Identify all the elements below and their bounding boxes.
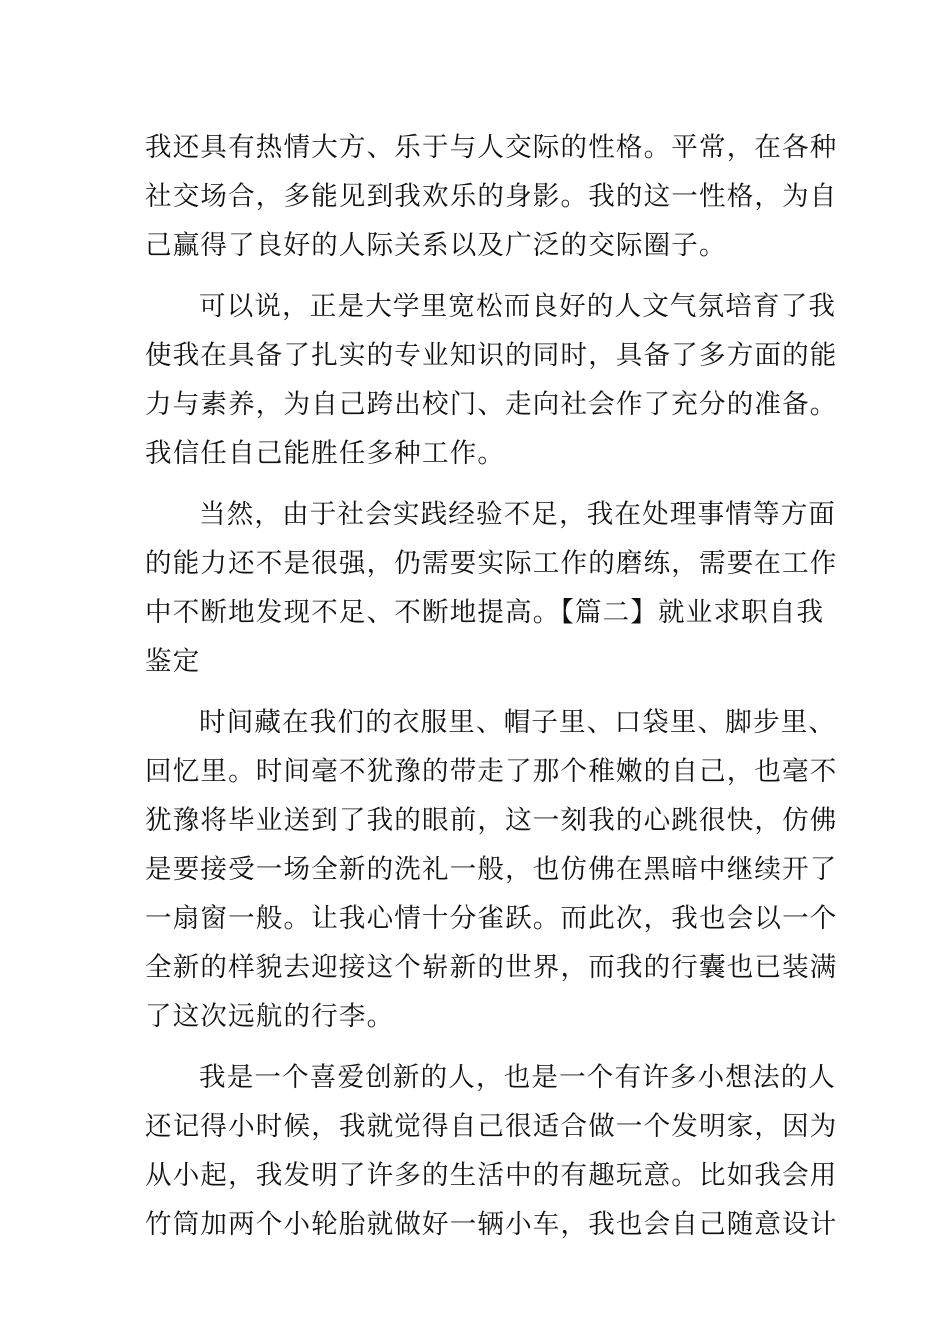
text-line: 全新的样貌去迎接这个崭新的世界，而我的行囊也已装满 bbox=[145, 952, 838, 983]
text-line: 竹筒加两个小轮胎就做好一辆小车，我也会自己随意设计 bbox=[145, 1209, 838, 1240]
text-line: 力与素养，为自己跨出校门、走向社会作了充分的准备。 bbox=[145, 389, 838, 420]
text-line: 我信任自己能胜任多种工作。 bbox=[145, 438, 506, 469]
text-line: 当然，由于社会实践经验不足，我在处理事情等方面 bbox=[199, 499, 837, 530]
text-line: 时间藏在我们的衣服里、帽子里、口袋里、脚步里、 bbox=[199, 707, 837, 738]
text-line: 犹豫将毕业送到了我的眼前，这一刻我的心跳很快，仿佛 bbox=[145, 805, 838, 836]
text-line: 是要接受一场全新的洗礼一般，也仿佛在黑暗中继续开了 bbox=[145, 854, 838, 885]
text-line: 鉴定 bbox=[145, 646, 201, 677]
text-line: 可以说，正是大学里宽松而良好的人文气氛培育了我 bbox=[199, 291, 837, 322]
document-body bbox=[145, 123, 838, 1261]
text-line: 我是一个喜爱创新的人，也是一个有许多小想法的人 bbox=[199, 1062, 837, 1093]
paragraph-3 bbox=[145, 490, 838, 686]
text-line: 回忆里。时间毫不犹豫的带走了那个稚嫩的自己，也毫不 bbox=[145, 756, 838, 787]
text-line: 中不断地发现不足、不断地提高。【篇二】就业求职自我 bbox=[145, 597, 825, 628]
text-line: 了这次远航的行李。 bbox=[145, 1001, 395, 1032]
text-line: 还记得小时候，我就觉得自己很适合做一个发明家，因为 bbox=[145, 1111, 838, 1142]
paragraph-4 bbox=[145, 698, 838, 1041]
paragraph-1 bbox=[145, 123, 838, 270]
paragraph-2 bbox=[145, 282, 838, 478]
text-line: 我还具有热情大方、乐于与人交际的性格。平常，在各种 bbox=[145, 132, 838, 163]
text-line: 使我在具备了扎实的专业知识的同时，具备了多方面的能 bbox=[145, 340, 838, 371]
text-line: 社交场合，多能见到我欢乐的身影。我的这一性格，为自 bbox=[145, 181, 838, 212]
text-line: 己赢得了良好的人际关系以及广泛的交际圈子。 bbox=[145, 230, 727, 261]
paragraph-5 bbox=[145, 1053, 838, 1249]
text-line: 的能力还不是很强，仍需要实际工作的磨练，需要在工作 bbox=[145, 548, 838, 579]
text-line: 从小起，我发明了许多的生活中的有趣玩意。比如我会用 bbox=[145, 1160, 838, 1191]
text-line: 一扇窗一般。让我心情十分雀跃。而此次，我也会以一个 bbox=[145, 903, 838, 934]
